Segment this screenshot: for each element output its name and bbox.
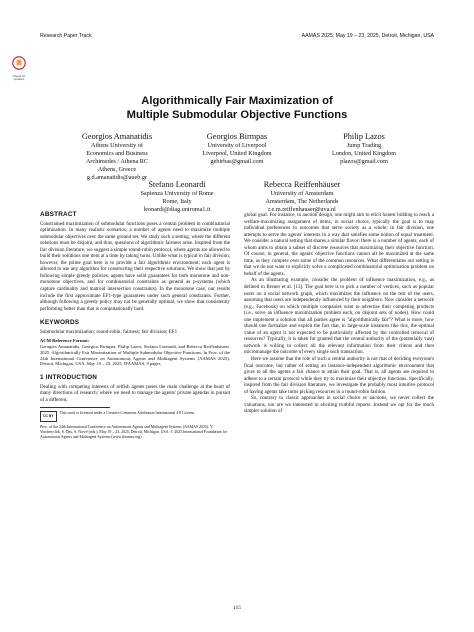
acm-reference-text: Georgios Amanatidis, Georgios Birmpas, Philip Lazos, Stefano Leonardi, and Rebecca Reiffenhäuser. 2025. Algorithmically Fair Maximization of Multiple Submodular Objective Functions. In Proc. of the 24th International Conference on Autonomous Agents and Multiagent Systems (AAMAS 2025), Detroit, Michigan, USA, May 19 – 23, 2025, IFAAMAS, 9 pages. — [40, 344, 230, 367]
author-location: Rome, Italy — [162, 198, 192, 206]
body-paragraph: global goal. For instance, in auction design, one might aim to elicit honest bidding to reach a welfare-maximizing assignment of items; in social choice, typically the goal is to map individual preferences to outcomes that serve society as a whole; in fair division, one attempts to serve the agents' interests in a way that satisfies some notion of equal treatment. We consider a natural setting that shares a similar flavor: there is a number of agents, each of whom aims to obtain a subset of discrete resources that maximizing their objective function. Of course, in general, the agents' objective functions cannot all be maximized at the same time, as they compete over some of the common resources. What differentiates our setting is that we do not want to explicitly solve a complicated combinatorial optimization problem on behalf of the agents. — [244, 212, 434, 277]
keywords-text: Submodular maximization; round-robin; fairness; fair division; EF1 — [40, 328, 178, 335]
abstract-heading: ABSTRACT — [40, 211, 77, 218]
introduction-text: Dealing with competing interests of selfish agents poses the main challenge at the heart of many directions of research; where we need to manage the agents' private agendas in pursuit of a different, — [40, 383, 230, 403]
title-line1: Algorithmically Fair Maximization of — [141, 95, 333, 107]
author-block — [172, 132, 302, 166]
author-name: Philip Lazos — [343, 132, 385, 141]
conference-footnote: Proc. of the 24th International Conference on Autonomous Agents and Multiagent Systems (AAMAS 2025), Y. Vorobeychik, S. Das, A. Nowé (eds.), May 19 – 23, 2025, Detroit, Michigan, USA. © 2025 International Foundation for Autonomous Agents and Multiagent Systems (www.ifaamas.org). — [40, 425, 228, 439]
title-line2: Multiple Submodular Objective Functions — [126, 109, 348, 121]
author-affiliation: Economics and Business — [86, 150, 148, 158]
author-affiliation: University of Liverpool — [207, 142, 267, 149]
author-email: r.e.m.reiffenhauser@uva.nl — [268, 206, 336, 214]
paper-title — [0, 94, 474, 122]
license-block — [40, 411, 230, 422]
acm-reference-heading: ACM Reference Format: — [40, 338, 90, 344]
keywords-heading: KEYWORDS — [40, 319, 80, 327]
author-name: Rebecca Reiffenhäuser — [263, 180, 341, 189]
author-name: Georgios Amanatidis — [81, 132, 153, 141]
body-paragraph: So, contrary to classic approaches in social choice or auctions, we never collect the valuations, nor are we interested in eliciting truthful reports. Instead we opt for the much simpler solution of — [244, 395, 434, 415]
author-location: Athens, Greece — [97, 166, 137, 174]
author-email: leonardi@diag.uniroma1.it — [143, 206, 211, 214]
author-affiliation: Archimedes / Athena RC — [85, 158, 149, 166]
author-block — [232, 180, 372, 214]
author-location: Amsterdam, The Netherlands — [265, 198, 339, 206]
left-column — [40, 212, 230, 440]
introduction-heading: 1 INTRODUCTION — [40, 374, 98, 382]
author-affiliation: University of Amsterdam — [270, 190, 334, 197]
check-for-updates-badge[interactable] — [8, 56, 30, 82]
author-name: Stefano Leonardi — [148, 180, 206, 189]
author-email: gebirbas@gmail.com — [210, 158, 264, 166]
author-location: Liverpool, United Kingdom — [202, 150, 272, 158]
author-block — [299, 132, 429, 166]
author-email: g.d.amanatidis@aueb.gr — [86, 174, 148, 182]
abstract-text: Constrained maximization of submodular functions poses a central problem in combinatorial optimization. In many realistic scenarios, a number of agents need to maximize multiple submodular objectives over the same ground set. We study such a setting, where the different solutions must be disjoint, and thus, questions of algorithmic fairness arise. Inspired from the fair division literature, we suggest a simple round-robin protocol, where agents are allowed to build their solutions one item at a time by taking turns. Unlike what is typical in fair division, however, the prime goal here is to provide a fair algorithmic environment; each agent is allowed to use any algorithm for constructing their respective solutions. We show that just by following simple greedy policies, agents have solid guarantees for both monotone and non-monotone objectives, and for combinatorial constraints as general as p-systems (which capture cardinality and matroid intersection constraints). In the monotone case, our results include the first approximate EF1-type guarantees under such general constraints. Further, although following a greedy policy may not be generally optimal, we show that consistently performing better than that is computationally hard. — [40, 220, 230, 312]
license-text: This work is licensed under a Creative Commons Attribution International 4.0 License. — [59, 411, 196, 416]
body-paragraph: Here we assume that the role of such a central authority is not that of deciding everyone's final outcome, but rather of setting an instance-independent algorithmic environment that gives to all the agents a fair chance to attain their goal. That is, all agents are required to adhere to a certain protocol while they try to maximize their objective functions. Specifically, inspired from the fair division literature, we investigate the probably most intuitive protocol of having agents take turns picking resources in a round-robin fashion. — [244, 356, 434, 395]
page-number: 115 — [232, 605, 242, 611]
badge-line1: Check for — [12, 74, 26, 78]
cc-by-icon: CC BY — [40, 411, 57, 422]
running-header-left: Research Paper Track — [40, 33, 92, 39]
right-column — [244, 212, 434, 415]
bookmark-ribbon-icon — [12, 56, 26, 70]
author-location: London, United Kingdom — [331, 150, 397, 158]
author-name: Georgios Birmpas — [206, 132, 268, 141]
author-affiliation: Athens University of — [91, 142, 143, 149]
author-block — [52, 132, 182, 182]
footnote-divider — [40, 407, 110, 408]
author-block — [112, 180, 242, 214]
author-email: plazos@gmail.com — [340, 158, 388, 166]
author-affiliation: Jump Trading — [346, 142, 382, 149]
badge-line2: updates — [13, 77, 25, 82]
body-paragraph: As an illustrating example, consider the problem of influence maximization, e.g., as defined in Breuer et al. [13]. The goal here is to pick a number of vertices, such as popular users on a social network graph, which maximizes the influence on the rest of the users, assuming that users are independently influenced by their neighbors. Now consider a network (e.g., Facebook) on which multiple companies want to advertise their competing products (i.e., solve an influence maximization problem each, on disjoint sets of nodes). How could one implement a solution that all parties agree is "algorithmically fair"? What is more, how should one formalize and exploit the fact that, in large-scale instances like this, the optimal value of an agent is not expected to be particularly affected by the controlled removal of resources? Typically, it is taken for granted that the central authority of the (potentially vast) network is willing to collect all the relevant information from their clients and then micromanage the outcome of every single such transaction. — [244, 277, 434, 356]
author-affiliation: Sapienza University of Rome — [140, 190, 214, 197]
running-header-right: AAMAS 2025, May 19 – 23, 2025, Detroit, Michigan, USA — [301, 33, 434, 39]
